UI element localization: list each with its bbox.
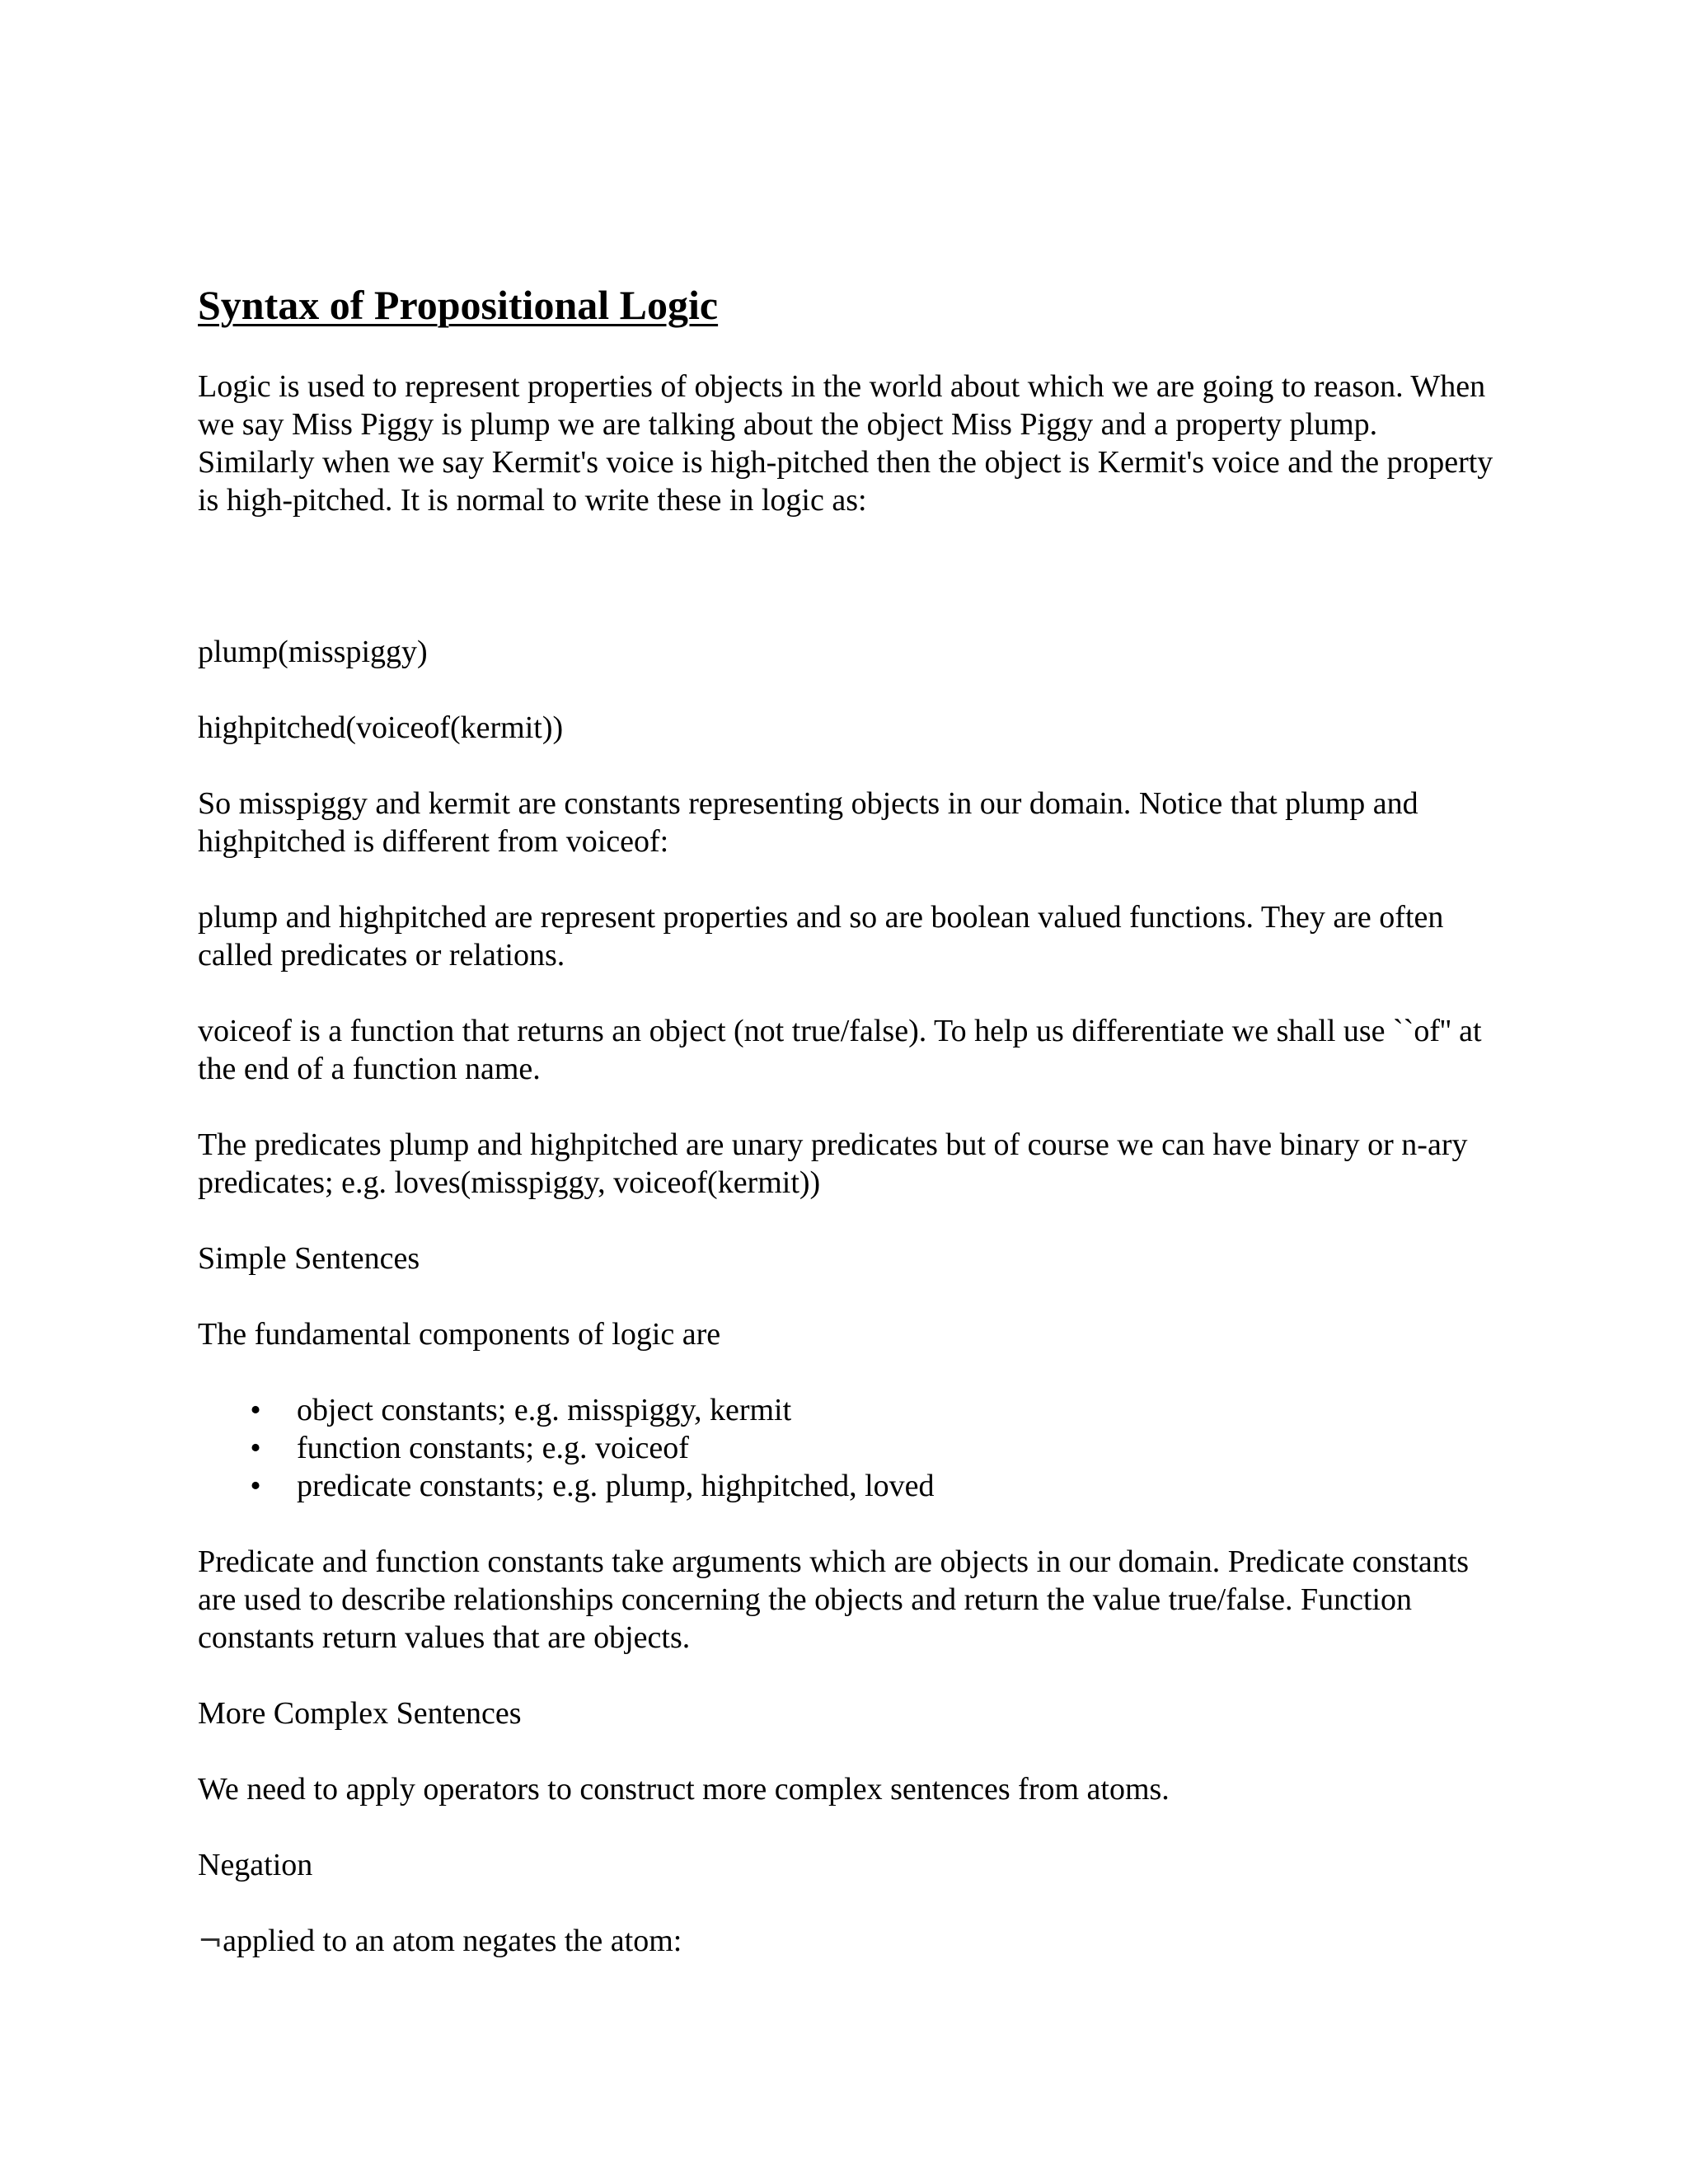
- bullet-icon: •: [250, 1393, 261, 1427]
- example-plump: plump(misspiggy): [198, 635, 428, 669]
- constants-paragraph: So misspiggy and kermit are constants representing objects in our domain. Notice that plump and highpitched is different from voiceof:: [198, 786, 1418, 859]
- list-item-text: object constants; e.g. misspiggy, kermit: [297, 1393, 792, 1427]
- nary-paragraph: The predicates plump and highpitched are unary predicates but of course we can have binary or n-ary predicates; e.g. loves(misspiggy, voiceof(kermit)): [198, 1127, 1468, 1200]
- heading-simple-sentences: Simple Sentences: [198, 1241, 420, 1276]
- operators-paragraph: We need to apply operators to construct more complex sentences from atoms.: [198, 1772, 1170, 1807]
- components-list: [198, 1391, 1500, 1505]
- predicates-paragraph: plump and highpitched are represent properties and so are boolean valued functions. They are often called predicates or relations.: [198, 900, 1444, 972]
- negation-paragraph: [198, 1922, 1500, 1961]
- list-item: [198, 1467, 1500, 1505]
- list-item-text: predicate constants; e.g. plump, highpitched, loved: [297, 1469, 935, 1503]
- example-highpitched: highpitched(voiceof(kermit)): [198, 710, 564, 745]
- heading-complex-sentences: More Complex Sentences: [198, 1696, 522, 1731]
- negation-symbol: ¬: [198, 1924, 223, 1958]
- list-item: [198, 1391, 1500, 1429]
- bullet-icon: •: [250, 1431, 261, 1465]
- list-item: [198, 1429, 1500, 1467]
- voiceof-paragraph: voiceof is a function that returns an object (not true/false). To help us differentiate we shall use ``of'' at the end of a function name.: [198, 1014, 1482, 1086]
- document-content: [198, 279, 1500, 1961]
- list-item-text: function constants; e.g. voiceof: [297, 1431, 689, 1465]
- arguments-paragraph: Predicate and function constants take arguments which are objects in our domain. Predicate constants are used to describe relationships concerning the objects and return the value true/false. Function constants return values that are objects.: [198, 1544, 1470, 1655]
- heading-negation: Negation: [198, 1848, 313, 1882]
- bullet-icon: •: [250, 1469, 261, 1503]
- page-title: Syntax of Propositional Logic: [198, 282, 719, 328]
- negation-text: applied to an atom negates the atom:: [223, 1924, 682, 1958]
- intro-paragraph: Logic is used to represent properties of objects in the world about which we are going to reason. When we say Miss Piggy is plump we are talking about the object Miss Piggy and a property plump. Similarly when we say Kermit's voice is high-pitched then the object is Kermit's voice and the property is high-pitched. It is normal to write these in logic as:: [198, 369, 1493, 518]
- components-paragraph: The fundamental components of logic are: [198, 1317, 721, 1352]
